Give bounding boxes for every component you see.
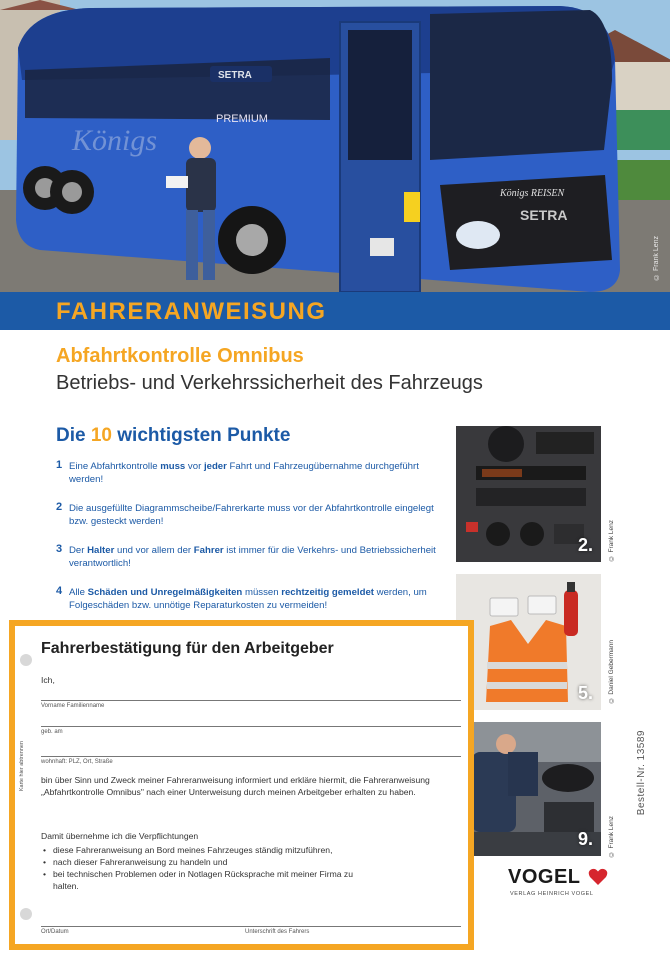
- point-bold: jeder: [203, 461, 227, 472]
- publisher-logo: [508, 866, 618, 906]
- photo-safety-equipment: [456, 574, 601, 710]
- list-item: [56, 460, 441, 486]
- point-bold: Halter: [87, 545, 115, 556]
- logo-wordmark: VOGEL: [508, 866, 581, 888]
- born-field-label: geb. am: [41, 729, 63, 735]
- point-text: und vor allem der: [114, 545, 194, 556]
- title-band: [0, 292, 670, 330]
- photo-credit: © Frank Lenz: [653, 236, 660, 280]
- point-text: ist immer für die Verkehrs- und Betriebssicherheit verantwortlich!: [69, 545, 436, 569]
- document-title: FAHRERANWEISUNG: [56, 298, 327, 325]
- document-subtitle: Abfahrtkontrolle Omnibus: [56, 345, 304, 367]
- ich-label: Ich,: [41, 675, 55, 685]
- list-item: • nach dieser Fahreranweisung zu handeln und: [41, 856, 461, 868]
- document-subtitle-2: Betriebs- und Verkehrssicherheit des Fahrzeugs: [56, 372, 483, 394]
- point-bold: Schäden und Unregelmäßigkeiten: [87, 587, 243, 598]
- point-number: 2: [56, 501, 63, 513]
- photo-number: 2.: [577, 535, 593, 555]
- point-number: 4: [56, 585, 63, 597]
- point-bold: muss: [160, 461, 186, 472]
- svg-text:SETRA: SETRA: [218, 70, 252, 81]
- photo-credit: © Frank Lenz: [608, 816, 615, 858]
- point-bold: rechtzeitig gemeldet: [281, 587, 374, 598]
- list-item: [56, 502, 441, 528]
- list-item: [56, 544, 441, 570]
- point-text: Fahrt und Fahrzeugübernahme durchgeführt werden!: [69, 461, 419, 485]
- point-text: Der: [69, 545, 88, 556]
- hero-photo: [0, 0, 670, 330]
- obligations-list: [41, 844, 461, 892]
- point-text: Eine Abfahrtkontrolle: [69, 461, 161, 472]
- photo-credit: © Frank Lenz: [608, 520, 615, 562]
- address-line[interactable]: [41, 756, 461, 757]
- point-text: Die ausgefüllte Diagrammscheibe/Fahrerkarte muss vor der Abfahrtkontrolle eingelegt bzw. gesteckt werden!: [69, 503, 434, 527]
- svg-text:Königs: Königs: [72, 124, 158, 157]
- point-number: 1: [56, 459, 63, 471]
- svg-text:Königs REISEN: Königs REISEN: [500, 188, 565, 199]
- punch-hole: [20, 654, 32, 666]
- points-heading-prefix: Die: [56, 425, 86, 446]
- name-line[interactable]: [41, 700, 461, 701]
- point-text: Alle: [69, 587, 88, 598]
- photo-number: 5.: [577, 683, 593, 703]
- point-bold: Fahrer: [193, 545, 224, 556]
- point-text: werden, um Folgeschäden bzw. unnötige Reparaturkosten zu vermeiden!: [69, 587, 427, 611]
- signature-line[interactable]: [41, 926, 461, 927]
- points-heading-number: 10: [90, 425, 112, 446]
- obligations-intro: Damit übernehme ich die Verpflichtungen: [41, 831, 199, 841]
- bus-illustration: [0, 0, 670, 330]
- svg-text:SETRA: SETRA: [520, 207, 568, 223]
- point-text: vor: [185, 461, 204, 472]
- photo-driver-seat: [456, 722, 601, 856]
- points-heading: [56, 425, 290, 447]
- signature-label: Unterschrift des Fahrers: [245, 929, 310, 935]
- points-heading-suffix: wichtigsten Punkte: [117, 425, 291, 446]
- name-field-label: Vorname Familienname: [41, 703, 105, 709]
- driver-confirmation-card: [9, 620, 474, 950]
- list-item: [56, 586, 441, 612]
- card-title: Fahrerbestätigung für den Arbeitgeber: [41, 640, 334, 657]
- born-line[interactable]: [41, 726, 461, 727]
- svg-text:PREMIUM: PREMIUM: [216, 113, 268, 125]
- punch-hole: [20, 908, 32, 920]
- photo-dashboard: [456, 426, 601, 562]
- list-item: • diese Fahreranweisung an Bord meines Fahrzeuges ständig mitzuführen,: [41, 844, 461, 856]
- heart-icon: [588, 868, 608, 886]
- photo-credit: © Daniel Gebermann: [608, 640, 615, 704]
- point-text: müssen: [242, 587, 282, 598]
- address-field-label: wohnhaft: PLZ, Ort, Straße: [41, 759, 113, 765]
- points-list: [56, 460, 441, 612]
- logo-tagline: VERLAG HEINRICH VOGEL: [510, 891, 594, 897]
- photo-number: 9.: [577, 829, 593, 849]
- cut-label: Karte hier abtrennen: [19, 741, 25, 792]
- list-item: • bei technischen Problemen oder in Notlagen Rücksprache mit meiner Firma zu halten.: [41, 868, 381, 892]
- statement-text: bin über Sinn und Zweck meiner Fahreranweisung informiert und erkläre hiermit, die Fahreranweisung „Abfahrtkontrolle Omnibus" nach einer Unterweisung durch meinen Arbeitgeber erhalten zu haben.: [41, 775, 430, 797]
- place-date-label: Ort/Datum: [41, 929, 69, 935]
- order-number: Bestell-Nr. 13589: [636, 730, 647, 816]
- point-number: 3: [56, 543, 63, 555]
